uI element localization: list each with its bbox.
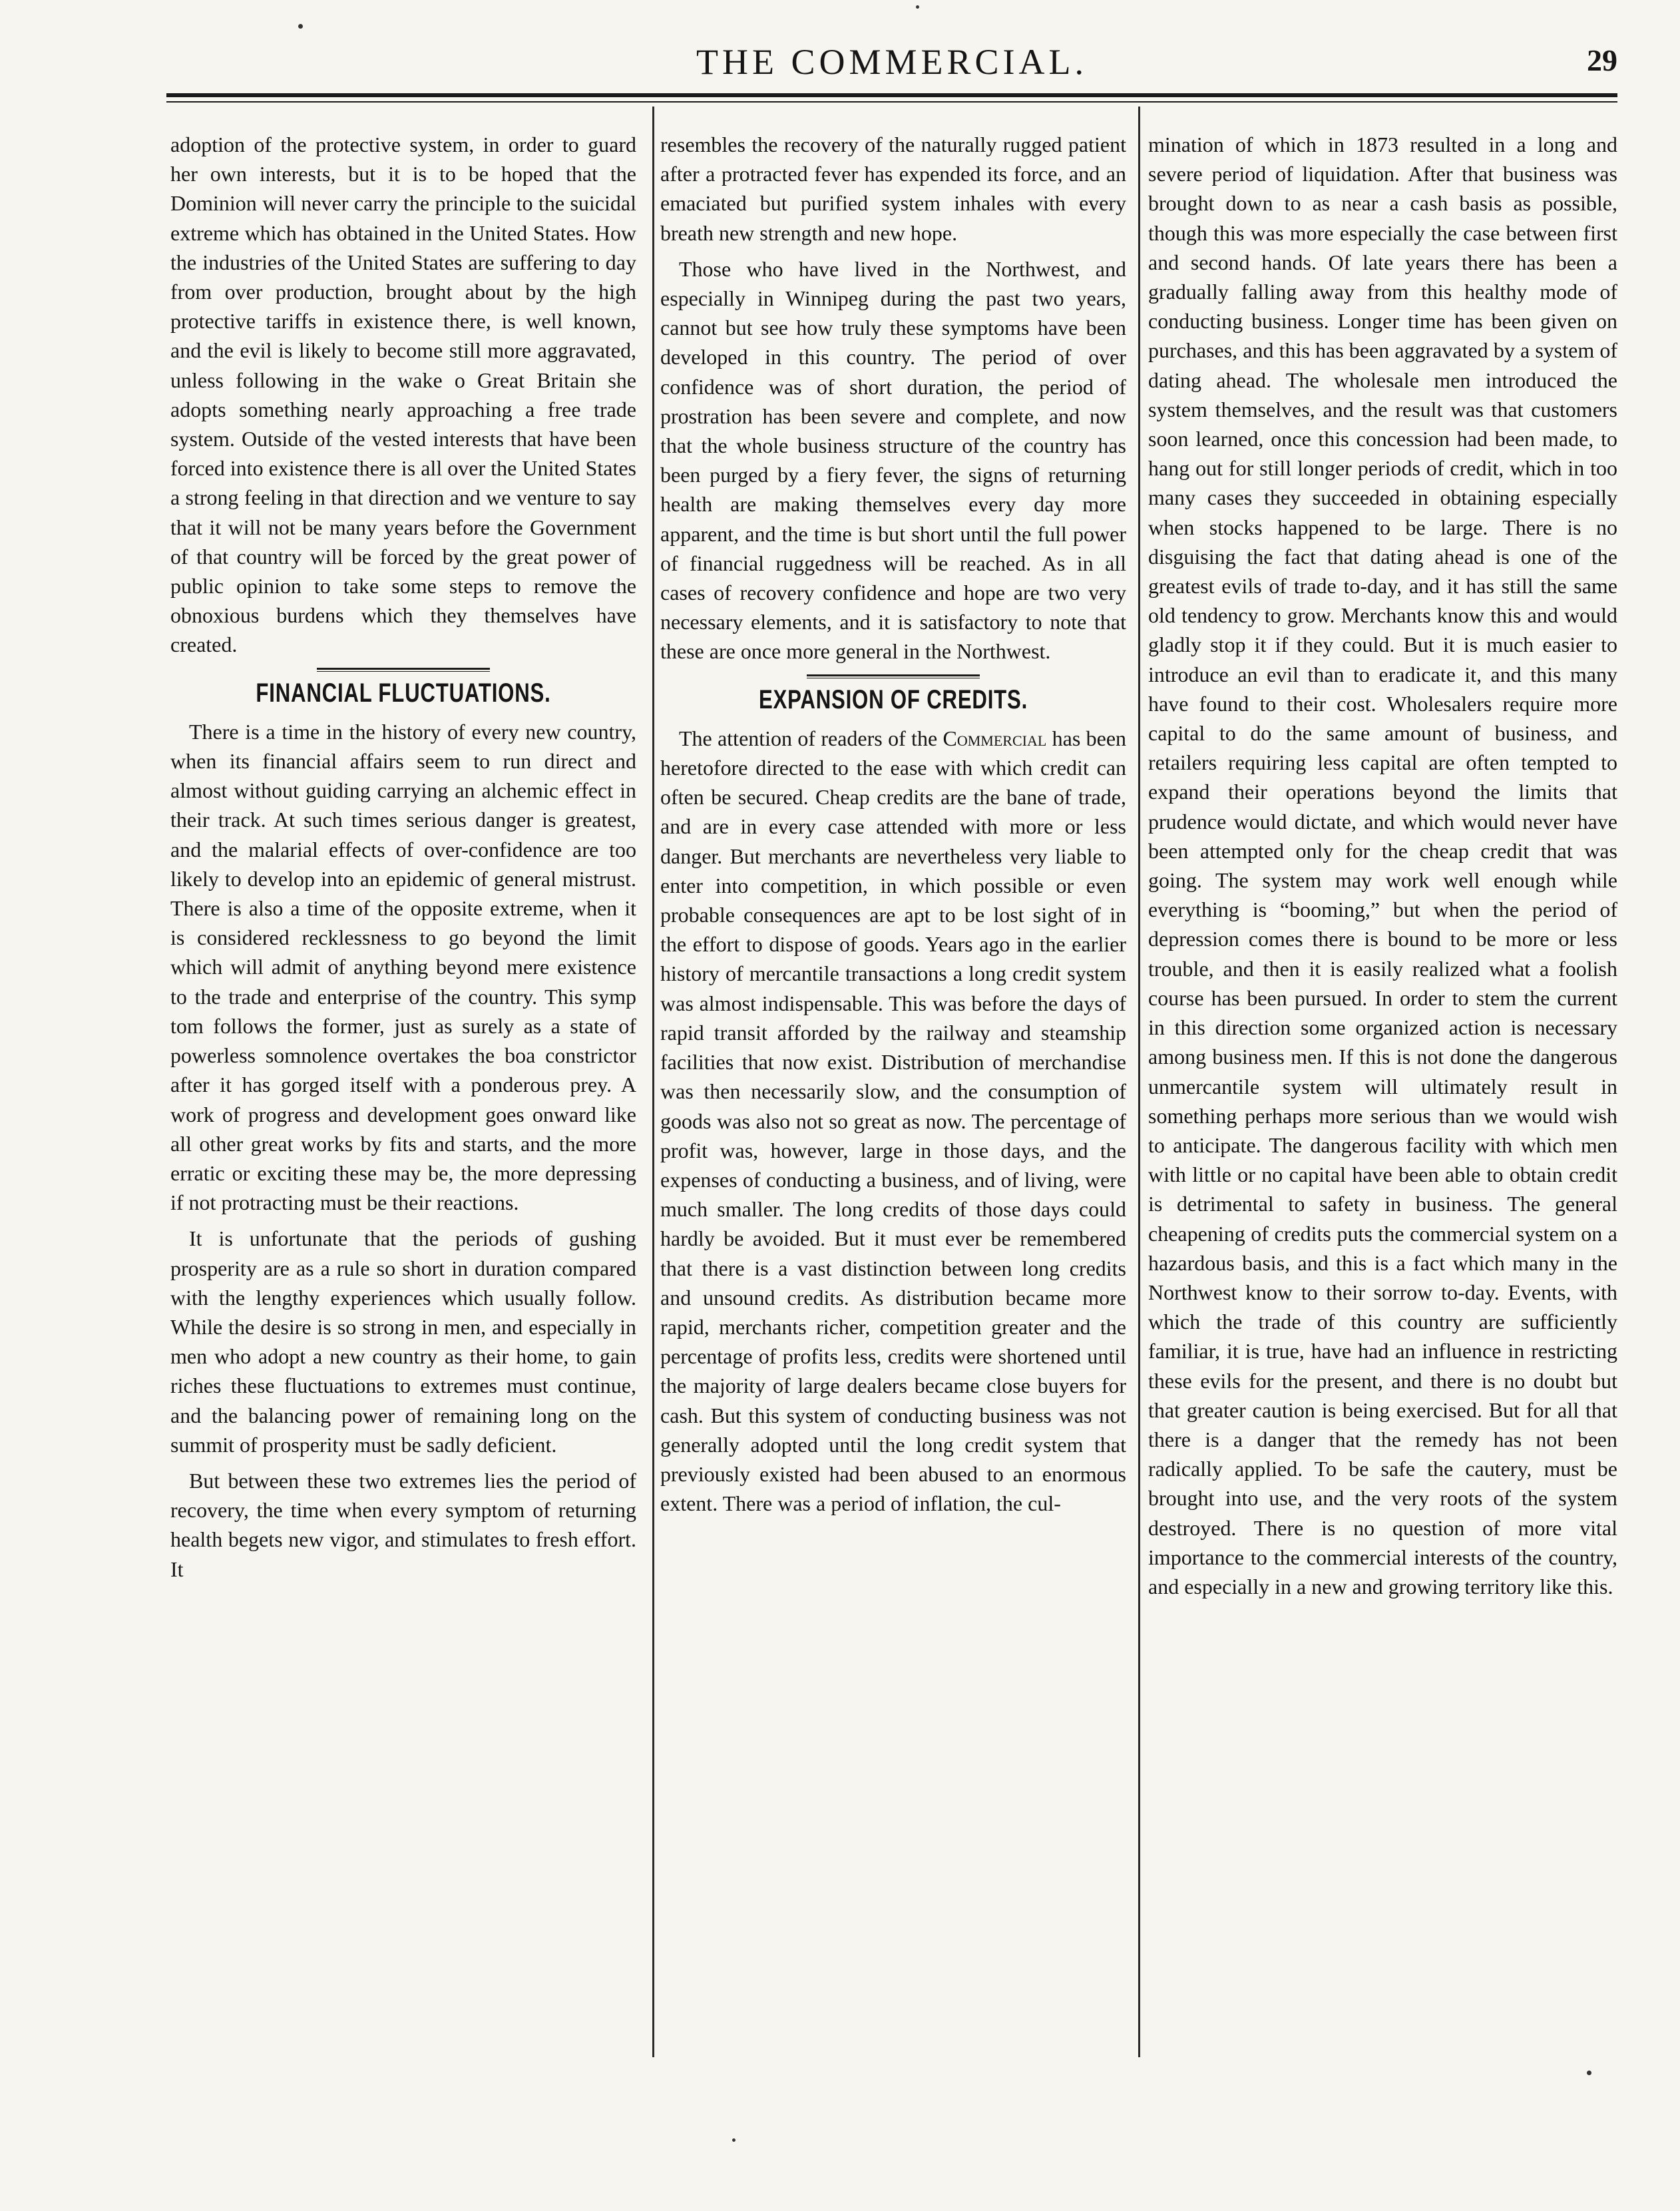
scan-speck	[1587, 2071, 1591, 2075]
page-number: 29	[1587, 43, 1617, 77]
paragraph: But between these two extremes lies the period of recovery, the time when every symptom of returning health begets new vigor, and stimulates to fresh effort. It	[170, 1468, 636, 1581]
scan-speck	[732, 2138, 735, 2142]
paragraph: mination of which in 1873 resulted in a long and severe period of liquidation. After that business was brought down to as near a cash basis as possible, though this was more especially the case between first and second hands. Of late years there has been a gradually falling away from this healthy mode of conducting business. Longer time has been given on purchases, and this has been aggravated by a system of dating ahead. The wholesale men introduced the system themselves, and the result was that customers soon learned, once this concession had been made, to hang out for still longer periods of credit, which in too many cases they succeeded in obtaining especially when stocks happened to be large. There is no disguising the fact that dating ahead is one of the greatest evils of trade to-day, and it has still the same old tendency to grow. Merchants know this and would gladly stop it if they could. But it is much easier to introduce an evil than to eradicate it, and this many have found to their cost. Wholesalers require more capital to do the same amount of business, and retailers requiring less capital are often tempted to expand their operations beyond the limits that prudence would dictate, and which would never have been attempted only for the cheap credit that was going. The system may work well enough while everything is “booming,” but when the period of depression comes there is bound to be more or less trouble, and then it is easily realized what a foolish course has been pursued. In order to stem the current in this direction some organized action is necessary among business men. If this is not done the dangerous unmercantile system will ultimately result in something perhaps more serious than we would wish to anticipate. The dangerous facility with which men with little or no capital have been able to obtain credit is detrimental to safety in business. The general cheapening of credits puts the commercial system on a hazardous basis, and this is a fact which many in the Northwest know to their sorrow to-day. Events, with which the trade of this country are sufficiently familiar, it is true, have had an influence in restricting these evils for the present, and there is no doubt but that greater caution is being exercised. But for all that there is a danger that the remedy has not been radically applied. To be safe the cautery, must be brought into use, and the very roots of the system destroyed. There is no question of more vital importance to the commercial interests of the country, and especially in a new and growing territory like this.	[1148, 132, 1617, 1598]
paragraph-lead: The attention of readers of the	[679, 726, 938, 750]
scan-speck	[298, 24, 303, 29]
column-divider-right	[1138, 107, 1140, 2057]
column-3	[1148, 130, 1617, 1608]
article-separator	[807, 674, 980, 678]
scan-speck	[916, 5, 919, 9]
publication-name-smallcaps: Commercial	[943, 726, 1047, 750]
paragraph: Those who have lived in the Northwest, and especially in Winnipeg during the past two years, cannot but see how truly these symptoms have been developed in this country. The period of over confidence was of short duration, the period of prostration has been severe and complete, and now that the whole business structure of the country has been purged by a fiery fever, the signs of returning health are making themselves every day more apparent, and the time is but short until the full power of financial ruggedness will be reached. As in all cases of recovery confidence and hope are two very necessary elements, and it is satisfactory to note that these are once more general in the Northwest.	[660, 256, 1126, 664]
column-2	[660, 130, 1126, 1525]
paragraph	[660, 724, 1126, 1518]
paragraph: It is unfortunate that the periods of gushing prosperity are as a rule so short in duration compared with the lengthy experiences which usually follow. While the desire is so strong in men, and especially in men who adopt a new country as their home, to gain riches these fluctuations to extremes must continue, and the balancing power of remaining long on the summit of prosperity must be sadly deficient.	[170, 1226, 636, 1457]
paragraph: resembles the recovery of the naturally rugged patient after a protracted fever has expended its force, and an emaciated but purified system inhales with every breath new strength and new hope.	[660, 132, 1126, 245]
paragraph: There is a time in the history of every new country, when its financial affairs seem to run direct and almost without guiding carrying an alchemic effect in their track. At such times serious danger is greatest, and the malarial effects of over-confidence are too likely to develop into an epidemic of general mistrust. There is also a time of the opposite extreme, when it is considered recklessness to go beyond the limit which will admit of anything beyond mere existence to the trade and enterprise of the country. This symp tom follows the former, just as surely as a state of powerless somnolence overtakes the boa constrictor after it has gorged itself with a ponderous prey. A work of progress and development goes onward like all other great works by fits and starts, and the more erratic or exciting these may be, the more depressing if not protracting must be their reactions.	[170, 719, 636, 1215]
column-1	[170, 130, 636, 1591]
masthead-rule-thick	[166, 93, 1617, 97]
column-divider-left	[652, 107, 654, 2057]
headline-financial-fluctuations: FINANCIAL FLUCTUATIONS.	[256, 678, 551, 708]
article-protective-system-end: adoption of the protective system, in order to guard her own interests, but it is to be hoped that the Dominion will never carry the principle to the suicidal extreme which has obtained in the United States. How the industries of the United States are suffering to day from over production, brought about by the high protective tariffs in existence there, is well known, and the evil is likely to become still more aggravated, unless following in the wake o Great Britain she adopts something nearly approaching a free trade system. Outside of the vested interests that have been forced into existence there is all over the United States a strong feeling in that direction and we venture to say that it will not be many years before the Government of that country will be forced by the great power of public opinion to take some steps to remove the obnoxious burdens which they themselves have created.	[170, 132, 636, 657]
paragraph-body: has been heretofore directed to the ease with which credit can often be secured. Cheap credits are the bane of trade, and are in every case attended with more or less danger. But merchants are nevertheless very liable to enter into competition, in which possible or even probable consequences are apt to be lost sight of in the effort to dispose of goods. Years ago in the earlier history of mercantile transactions a long credit system was almost indispensable. This was before the days of rapid transit afforded by the railway and steamship facilities that now exist. Distribution of merchandise was then necessarily slow, and the consumption of goods was also not so great as now. The percentage of profit was, however, large in those days, and the expenses of conducting a business, and of living, were much smaller. The long credits of those days could hardly be avoided. But it must ever be remembered that there is a vast distinction between long credits and unsound credits. As distribution became more rapid, merchants richer, competition greater and the percentage of profits less, credits were shortened until the majority of large dealers became close buyers for cash. But this system of conducting business was not generally adopted until the long credit system that previously existed had been abused to an enormous extent. There was a period of inflation, the cul-	[660, 726, 1127, 1516]
masthead	[166, 40, 1617, 100]
article-separator	[317, 668, 490, 672]
headline-expansion-of-credits: EXPANSION OF CREDITS.	[758, 684, 1028, 714]
publication-title: THE COMMERCIAL.	[696, 42, 1088, 82]
masthead-rule-thin	[166, 101, 1617, 103]
